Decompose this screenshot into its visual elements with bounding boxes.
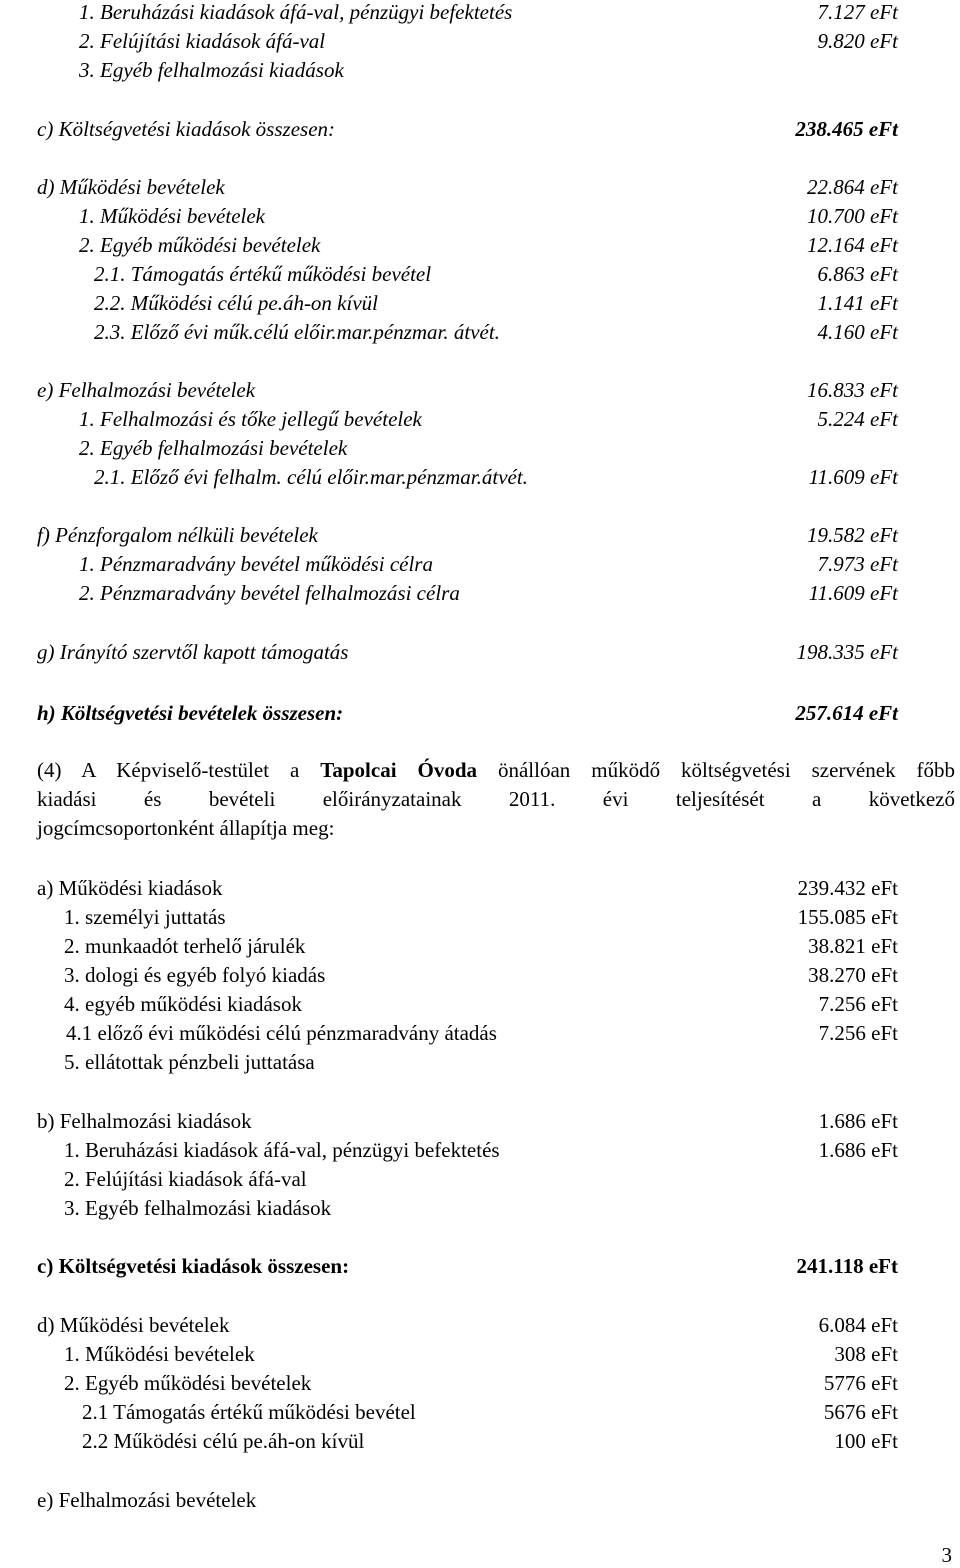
budget-line bbox=[0, 1018, 960, 1048]
paragraph-line: kiadási és bevételi előirányzatainak 2011. évi teljesítését a következő bbox=[37, 787, 955, 811]
line-amount: 7.127 eFt bbox=[817, 0, 898, 24]
line-amount: 241.118 eFt bbox=[796, 1254, 898, 1278]
budget-line bbox=[0, 201, 960, 231]
institution-name: Tapolcai bbox=[320, 758, 397, 782]
line-label: 2. Egyéb felhalmozási bevételek bbox=[79, 436, 348, 460]
line-amount: 9.820 eFt bbox=[817, 29, 898, 53]
line-amount: 5776 eFt bbox=[823, 1371, 898, 1395]
budget-line bbox=[0, 55, 960, 85]
line-amount: 100 eFt bbox=[834, 1429, 898, 1453]
line-amount: 5676 eFt bbox=[823, 1400, 898, 1424]
line-label: 2. Egyéb működési bevételek bbox=[79, 233, 321, 257]
budget-line bbox=[0, 960, 960, 990]
line-amount: 239.432 eFt bbox=[797, 876, 898, 900]
institution-name: Óvoda bbox=[417, 758, 478, 782]
line-amount: 5.224 eFt bbox=[817, 407, 898, 431]
line-label: e) Felhalmozási bevételek bbox=[37, 378, 256, 402]
line-label: 2. Felújítási kiadások áfá-val bbox=[79, 29, 326, 53]
line-amount: 11.609 eFt bbox=[808, 581, 898, 605]
line-amount: 198.335 eFt bbox=[796, 640, 898, 664]
budget-line bbox=[0, 520, 960, 550]
budget-line bbox=[0, 1368, 960, 1398]
paragraph-line bbox=[37, 756, 955, 785]
line-label: 2. munkaadót terhelő járulék bbox=[64, 934, 306, 958]
budget-line bbox=[0, 230, 960, 260]
budget-line bbox=[0, 375, 960, 405]
budget-line bbox=[0, 462, 960, 492]
budget-line bbox=[0, 259, 960, 289]
line-amount: 155.085 eFt bbox=[797, 905, 898, 929]
paragraph-text: önállóan működő költségvetési szervének főbb bbox=[477, 758, 956, 782]
line-label: 2.2 Működési célú pe.áh-on kívül bbox=[82, 1429, 365, 1453]
line-label: h) Költségvetési bevételek összesen: bbox=[37, 701, 344, 725]
budget-line bbox=[0, 1106, 960, 1136]
line-amount: 19.582 eFt bbox=[807, 523, 898, 547]
budget-line bbox=[0, 404, 960, 434]
line-amount: 257.614 eFt bbox=[795, 701, 898, 725]
budget-line bbox=[0, 1310, 960, 1340]
line-amount: 1.686 eFt bbox=[818, 1109, 898, 1133]
paragraph-text bbox=[397, 758, 418, 782]
line-label: 1. Pénzmaradvány bevétel működési célra bbox=[79, 552, 433, 576]
line-amount: 6.084 eFt bbox=[818, 1313, 898, 1337]
line-amount: 7.256 eFt bbox=[818, 1021, 898, 1045]
line-label: 5. ellátottak pénzbeli juttatása bbox=[64, 1050, 315, 1074]
line-amount: 7.256 eFt bbox=[818, 992, 898, 1016]
line-amount: 22.864 eFt bbox=[807, 175, 898, 199]
budget-line bbox=[0, 637, 960, 667]
line-label: 4. egyéb működési kiadások bbox=[64, 992, 302, 1016]
budget-line bbox=[0, 931, 960, 961]
budget-line bbox=[0, 1485, 960, 1515]
line-label: 2. Pénzmaradvány bevétel felhalmozási célra bbox=[79, 581, 460, 605]
budget-line bbox=[0, 989, 960, 1019]
budget-line bbox=[0, 698, 960, 728]
budget-line bbox=[0, 172, 960, 202]
line-amount: 38.821 eFt bbox=[808, 934, 898, 958]
line-amount: 238.465 eFt bbox=[795, 117, 898, 141]
line-amount: 10.700 eFt bbox=[807, 204, 898, 228]
budget-line bbox=[0, 26, 960, 56]
paragraph-text: (4) A Képviselő-testület a bbox=[37, 758, 321, 782]
line-label: 2.2. Működési célú pe.áh-on kívül bbox=[94, 291, 378, 315]
line-label: 2. Felújítási kiadások áfá-val bbox=[64, 1167, 307, 1191]
line-label: 1. Beruházási kiadások áfá-val, pénzügyi befektetés bbox=[79, 0, 513, 24]
line-amount: 6.863 eFt bbox=[817, 262, 898, 286]
line-label: d) Működési bevételek bbox=[37, 175, 225, 199]
budget-line bbox=[0, 1193, 960, 1223]
line-label: c) Költségvetési kiadások összesen: bbox=[37, 117, 336, 141]
budget-line bbox=[0, 549, 960, 579]
line-label: 2.1. Előző évi felhalm. célú előir.mar.pénzmar.átvét. bbox=[94, 465, 528, 489]
line-label: 3. Egyéb felhalmozási kiadások bbox=[64, 1196, 332, 1220]
budget-line bbox=[0, 873, 960, 903]
budget-line bbox=[0, 0, 960, 27]
line-label: 2.1. Támogatás értékű működési bevétel bbox=[94, 262, 432, 286]
line-amount: 11.609 eFt bbox=[808, 465, 898, 489]
line-label: b) Felhalmozási kiadások bbox=[37, 1109, 252, 1133]
budget-line bbox=[0, 1251, 960, 1281]
budget-line bbox=[0, 578, 960, 608]
budget-line bbox=[0, 1135, 960, 1165]
line-label: 1. Felhalmozási és tőke jellegű bevételek bbox=[79, 407, 422, 431]
line-label: c) Költségvetési kiadások összesen: bbox=[37, 1254, 350, 1278]
line-amount: 1.686 eFt bbox=[818, 1138, 898, 1162]
line-amount: 16.833 eFt bbox=[807, 378, 898, 402]
line-label: 1. Működési bevételek bbox=[79, 204, 265, 228]
budget-line bbox=[0, 1047, 960, 1077]
line-label: 1. Beruházási kiadások áfá-val, pénzügyi befektetés bbox=[64, 1138, 500, 1162]
section-paragraph bbox=[37, 756, 955, 843]
line-label: g) Irányító szervtől kapott támogatás bbox=[37, 640, 349, 664]
paragraph-line: jogcímcsoportonként állapítja meg: bbox=[37, 816, 335, 840]
budget-line bbox=[0, 317, 960, 347]
budget-line bbox=[0, 1339, 960, 1369]
line-amount: 308 eFt bbox=[834, 1342, 898, 1366]
budget-line bbox=[0, 288, 960, 318]
line-label: f) Pénzforgalom nélküli bevételek bbox=[37, 523, 318, 547]
line-amount: 1.141 eFt bbox=[817, 291, 898, 315]
line-label: 2.1 Támogatás értékű működési bevétel bbox=[82, 1400, 416, 1424]
line-label: 2. Egyéb működési bevételek bbox=[64, 1371, 312, 1395]
page-number: 3 bbox=[941, 1543, 952, 1567]
budget-line bbox=[0, 114, 960, 144]
budget-line bbox=[0, 1164, 960, 1194]
line-label: e) Felhalmozási bevételek bbox=[37, 1488, 257, 1512]
line-amount: 4.160 eFt bbox=[817, 320, 898, 344]
budget-line bbox=[0, 902, 960, 932]
line-label: 4.1 előző évi működési célú pénzmaradvány átadás bbox=[66, 1021, 497, 1045]
line-amount: 38.270 eFt bbox=[808, 963, 898, 987]
budget-line bbox=[0, 433, 960, 463]
line-label: 3. Egyéb felhalmozási kiadások bbox=[79, 58, 344, 82]
line-label: 2.3. Előző évi műk.célú előir.mar.pénzmar. átvét. bbox=[94, 320, 500, 344]
line-label: 3. dologi és egyéb folyó kiadás bbox=[64, 963, 326, 987]
line-label: a) Működési kiadások bbox=[37, 876, 223, 900]
line-label: 1. Működési bevételek bbox=[64, 1342, 255, 1366]
line-label: d) Működési bevételek bbox=[37, 1313, 230, 1337]
line-amount: 7.973 eFt bbox=[817, 552, 898, 576]
budget-line bbox=[0, 1426, 960, 1456]
budget-line bbox=[0, 1397, 960, 1427]
line-label: 1. személyi juttatás bbox=[64, 905, 226, 929]
line-amount: 12.164 eFt bbox=[807, 233, 898, 257]
